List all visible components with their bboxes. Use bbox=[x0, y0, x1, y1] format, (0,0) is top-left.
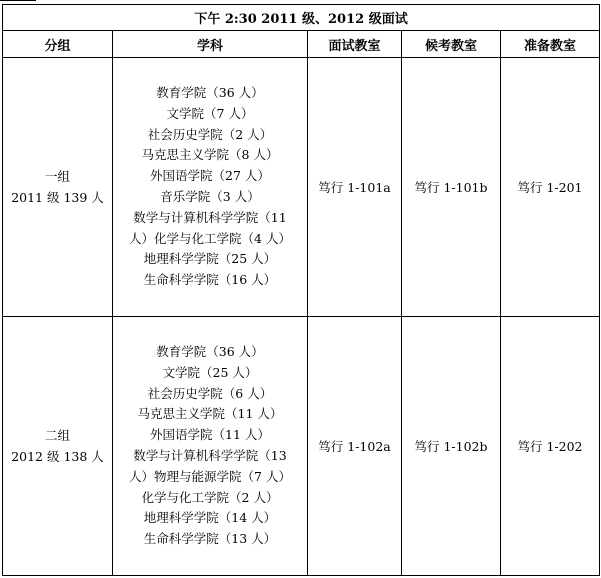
subject-item: 社会历史学院（2 人） bbox=[147, 126, 273, 142]
group-size: 2011 级 139 人 bbox=[11, 190, 104, 205]
subject-item: 文学院（25 人） bbox=[162, 364, 258, 380]
subject-item: 人）化学与化工学院（4 人） bbox=[129, 230, 291, 246]
header-group: 分组 bbox=[3, 31, 113, 58]
header-row bbox=[3, 31, 600, 58]
header-interview-room: 面试教室 bbox=[308, 31, 402, 58]
interview-schedule-table bbox=[2, 4, 600, 576]
subject-item: 音乐学院（3 人） bbox=[160, 189, 260, 204]
prep-room: 笃行 1-201 bbox=[501, 58, 600, 317]
table-title: 下午 2:30 2011 级、2012 级面试 bbox=[3, 5, 600, 31]
subject-cell bbox=[113, 58, 308, 317]
subject-item: 数学与计算机科学学院（13 bbox=[133, 448, 287, 463]
subject-item: 马克思主义学院（11 人） bbox=[137, 406, 283, 422]
interview-room: 笃行 1-101a bbox=[308, 58, 402, 317]
group-size: 2012 级 138 人 bbox=[11, 449, 104, 464]
subject-list bbox=[125, 342, 295, 550]
group-row-1 bbox=[3, 58, 600, 317]
subject-item: 社会历史学院（6 人） bbox=[147, 385, 273, 401]
subject-item: 教育学院（36 人） bbox=[156, 344, 264, 360]
subject-item: 地理科学学院（14 人） bbox=[143, 510, 277, 526]
subject-cell bbox=[113, 317, 308, 576]
subject-item: 数学与计算机科学学院（11 bbox=[133, 209, 287, 225]
group-cell bbox=[3, 58, 113, 317]
group-name: 一组 bbox=[44, 169, 70, 184]
subject-item: 生命科学学院（16 人） bbox=[143, 272, 277, 288]
group-name: 二组 bbox=[44, 428, 70, 443]
prep-room: 笃行 1-202 bbox=[501, 317, 600, 576]
subject-item: 外国语学院（27 人） bbox=[150, 168, 270, 184]
title-row bbox=[3, 5, 600, 31]
subject-item: 教育学院（36 人） bbox=[156, 85, 264, 101]
subject-item: 文学院（7 人） bbox=[166, 105, 254, 121]
subject-item: 外国语学院（11 人） bbox=[150, 427, 270, 443]
group-row-2 bbox=[3, 317, 600, 576]
waiting-room: 笃行 1-102b bbox=[402, 317, 501, 576]
subject-item: 马克思主义学院（8 人） bbox=[141, 147, 279, 163]
subject-list bbox=[125, 83, 295, 291]
interview-room: 笃行 1-102a bbox=[308, 317, 402, 576]
group-cell bbox=[3, 317, 113, 576]
subject-item: 生命科学学院（13 人） bbox=[143, 531, 277, 547]
subject-item: 地理科学学院（25 人） bbox=[143, 251, 277, 267]
header-waiting-room: 候考教室 bbox=[402, 31, 501, 58]
header-subject: 学科 bbox=[113, 31, 308, 58]
subject-item: 化学与化工学院（2 人） bbox=[141, 489, 279, 505]
waiting-room: 笃行 1-101b bbox=[402, 58, 501, 317]
header-prep-room: 准备教室 bbox=[501, 31, 600, 58]
top-rule-fragment bbox=[0, 0, 36, 1]
subject-item: 人）物理与能源学院（7 人） bbox=[129, 468, 291, 484]
